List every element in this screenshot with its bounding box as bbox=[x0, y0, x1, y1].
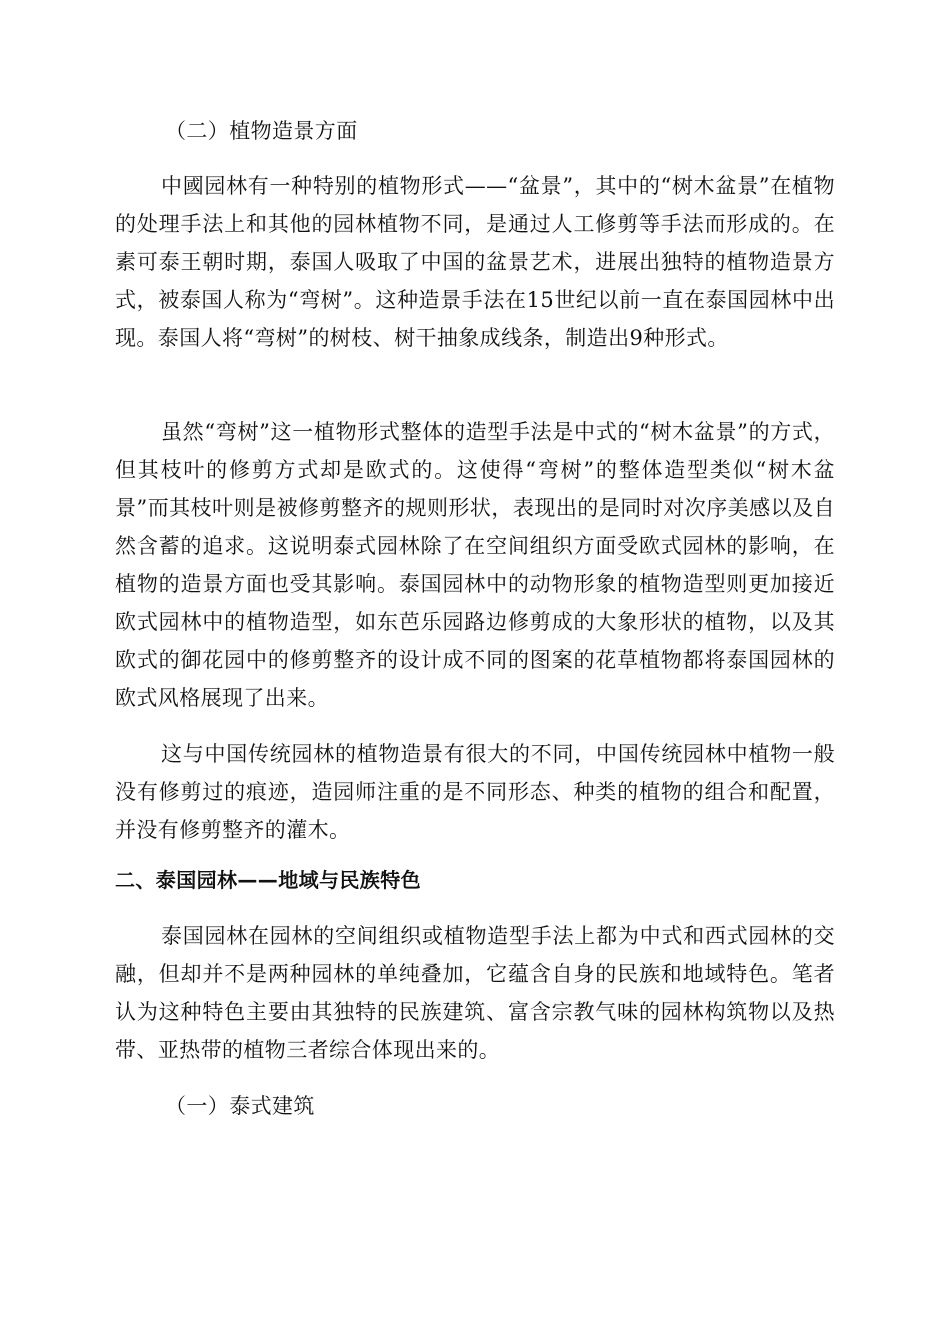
paragraph-pruning-european-style: 虽然“弯树”这一植物形式整体的造型手法是中式的“树木盆景”的方式，但其枝叶的修剪方式却是欧式的。这使得“弯树”的整体造型类似“树木盆景”而其枝叶则是被修剪整齐的规则形状，表现出的是同时对次序美感以及自然含蓄的追求。这说明泰式园林除了在空间组织方面受欧式园林的影响，在植物的造景方面也受其影响。泰国园林中的动物形象的植物造型则更加接近欧式园林中的植物造型，如东芭乐园路边修剪成的大象形状的植物，以及其欧式的御花园中的修剪整齐的设计成不同的图案的花草植物都将泰国园林的欧式风格展现了出来。 bbox=[115, 420, 835, 710]
paragraph-thai-garden-fusion: 泰国园林在园林的空间组织或植物造型手法上都为中式和西式园林的交融，但却并不是两种园林的单纯叠加，它蕴含自身的民族和地域特色。笔者认为这种特色主要由其独特的民族建筑、富含宗教气味的园林构筑物以及热带、亚热带的植物三者综合体现出来的。 bbox=[115, 924, 835, 1062]
paragraph-chinese-garden-contrast: 这与中国传统园林的植物造景有很大的不同，中国传统园林中植物一般没有修剪过的痕迹，造园师注重的是不同形态、种类的植物的组合和配置，并没有修剪整齐的灌木。 bbox=[115, 742, 835, 842]
section-heading-thai-garden-features: 二、泰国园林——地域与民族特色 bbox=[115, 868, 421, 892]
subheading-thai-architecture: （一）泰式建筑 bbox=[165, 1094, 315, 1118]
subheading-plant-landscaping: （二）植物造景方面 bbox=[165, 119, 358, 143]
paragraph-bonsai-curved-tree: 中國园林有一种特别的植物形式——“盆景”，其中的“树木盆景”在植物的处理手法上和其他的园林植物不同，是通过人工修剪等手法而形成的。在素可泰王朝时期，泰国人吸取了中国的盆景艺术，进展出独特的植物造景方式，被泰国人称为“弯树”。这种造景手法在15世纪以前一直在泰国园林中出现。泰国人将“弯树”的树枝、树干抽象成线条，制造出9种形式。 bbox=[115, 174, 835, 350]
